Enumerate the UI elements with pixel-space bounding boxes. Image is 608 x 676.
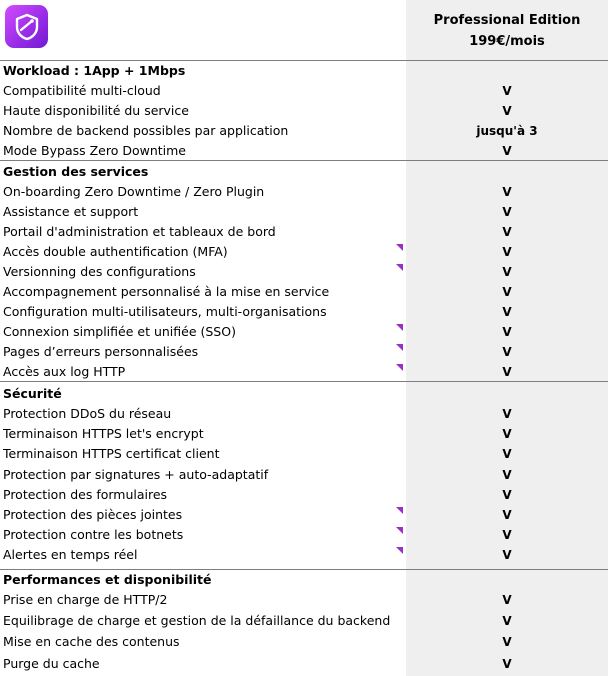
- feature-row: [0, 362, 608, 382]
- feature-value: V: [502, 468, 512, 482]
- comment-flag-icon[interactable]: [396, 507, 403, 514]
- comment-flag-icon[interactable]: [396, 364, 403, 371]
- feature-value: V: [502, 104, 512, 118]
- feature-value: V: [502, 614, 512, 628]
- feature-row: [0, 182, 608, 202]
- feature-value: V: [502, 345, 512, 359]
- feature-row: [0, 222, 608, 242]
- feature-label: Pages d’erreurs personnalisées: [3, 344, 199, 359]
- feature-row: [0, 202, 608, 222]
- feature-row: [0, 525, 608, 545]
- section-separator: [0, 381, 608, 382]
- feature-value: V: [502, 508, 512, 522]
- feature-row: [0, 590, 608, 610]
- feature-label: Protection contre les botnets: [3, 527, 184, 542]
- feature-label: Versionning des configurations: [3, 264, 196, 279]
- edition-price: 199€/mois: [469, 34, 545, 49]
- shield-logo-icon: [5, 5, 48, 48]
- section-title: Performances et disponibilité: [3, 572, 212, 587]
- feature-row: [0, 632, 608, 652]
- feature-label: Protection par signatures + auto-adaptatif: [3, 467, 269, 482]
- feature-value: V: [502, 447, 512, 461]
- feature-row: [0, 342, 608, 362]
- feature-value: V: [502, 185, 512, 199]
- feature-label: Protection des pièces jointes: [3, 507, 183, 522]
- section-header: [0, 570, 608, 590]
- feature-value: V: [502, 265, 512, 279]
- feature-label: Equilibrage de charge et gestion de la défaillance du backend: [3, 613, 391, 628]
- feature-label: Purge du cache: [3, 656, 100, 671]
- feature-value: V: [502, 84, 512, 98]
- feature-row: [0, 242, 608, 262]
- comment-flag-icon[interactable]: [396, 264, 403, 271]
- comment-flag-icon[interactable]: [396, 324, 403, 331]
- feature-label: Protection des formulaires: [3, 487, 168, 502]
- feature-label: Protection DDoS du réseau: [3, 406, 172, 421]
- feature-row: [0, 545, 608, 565]
- feature-row: [0, 424, 608, 444]
- feature-row: [0, 404, 608, 424]
- feature-value: V: [502, 305, 512, 319]
- feature-label: Accès double authentification (MFA): [3, 244, 228, 259]
- feature-label: Configuration multi-utilisateurs, multi-organisations: [3, 304, 327, 319]
- feature-label: Compatibilité multi-cloud: [3, 83, 161, 98]
- feature-value: V: [502, 407, 512, 421]
- feature-label: Mode Bypass Zero Downtime: [3, 143, 186, 158]
- edition-title: Professional Edition: [433, 13, 581, 28]
- feature-value: V: [502, 427, 512, 441]
- feature-label: Connexion simplifiée et unifiée (SSO): [3, 324, 236, 339]
- feature-row: [0, 101, 608, 121]
- feature-row: [0, 81, 608, 101]
- comment-flag-icon[interactable]: [396, 244, 403, 251]
- feature-value: V: [502, 144, 512, 158]
- feature-row: [0, 282, 608, 302]
- section-title: Gestion des services: [3, 164, 149, 179]
- feature-row: [0, 141, 608, 161]
- feature-value: jusqu'à 3: [476, 124, 538, 138]
- comment-flag-icon[interactable]: [396, 547, 403, 554]
- feature-value: V: [502, 593, 512, 607]
- feature-value: V: [502, 528, 512, 542]
- feature-label: Terminaison HTTPS let's encrypt: [3, 426, 204, 441]
- feature-label: Nombre de backend possibles par application: [3, 123, 289, 138]
- feature-value: V: [502, 245, 512, 259]
- feature-label: Assistance et support: [3, 204, 139, 219]
- feature-value: V: [502, 488, 512, 502]
- section-title: Sécurité: [3, 386, 62, 401]
- section-header: [0, 384, 608, 404]
- section-separator: [0, 160, 608, 161]
- feature-label: Alertes en temps réel: [3, 547, 138, 562]
- section-header: [0, 61, 608, 81]
- feature-row: [0, 465, 608, 485]
- section-header: [0, 162, 608, 182]
- feature-value: V: [502, 205, 512, 219]
- feature-value: V: [502, 325, 512, 339]
- feature-label: Prise en charge de HTTP/2: [3, 592, 168, 607]
- feature-value: V: [502, 635, 512, 649]
- feature-row: [0, 262, 608, 282]
- feature-value: V: [502, 657, 512, 671]
- feature-value: V: [502, 548, 512, 562]
- feature-row: [0, 444, 608, 464]
- feature-label: Accompagnement personnalisé à la mise en service: [3, 284, 330, 299]
- comment-flag-icon[interactable]: [396, 344, 403, 351]
- feature-label: Haute disponibilité du service: [3, 103, 189, 118]
- feature-row: [0, 485, 608, 505]
- section-title: Workload : 1App + 1Mbps: [3, 63, 186, 78]
- feature-row: [0, 505, 608, 525]
- feature-row: [0, 654, 608, 674]
- feature-value: V: [502, 365, 512, 379]
- feature-row: [0, 302, 608, 322]
- feature-row: [0, 322, 608, 342]
- feature-row: [0, 121, 608, 141]
- feature-label: Accès aux log HTTP: [3, 364, 126, 379]
- feature-row: [0, 611, 608, 631]
- feature-label: Portail d'administration et tableaux de bord: [3, 224, 276, 239]
- feature-label: Terminaison HTTPS certificat client: [3, 446, 220, 461]
- feature-value: V: [502, 225, 512, 239]
- feature-label: Mise en cache des contenus: [3, 634, 180, 649]
- feature-value: V: [502, 285, 512, 299]
- feature-label: On-boarding Zero Downtime / Zero Plugin: [3, 184, 265, 199]
- comment-flag-icon[interactable]: [396, 527, 403, 534]
